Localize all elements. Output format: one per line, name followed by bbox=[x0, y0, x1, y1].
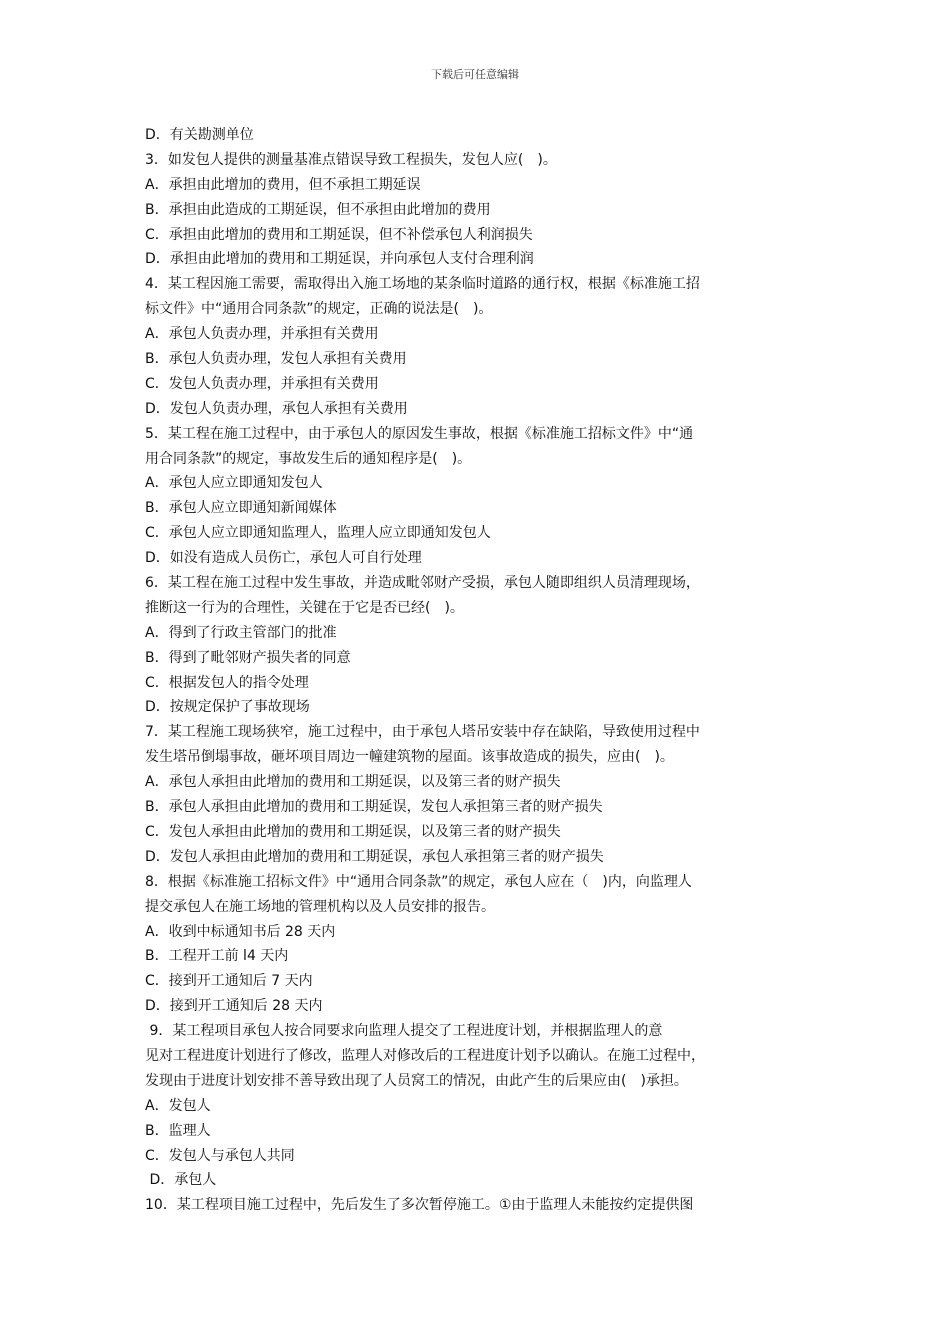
text-line: B．承包人应立即通知新闻媒体 bbox=[145, 500, 337, 517]
text-line: 4．某工程因施工需要，需取得出入施工场地的某条临时道路的通行权，根据《标准施工招 bbox=[145, 276, 700, 293]
text-line: D．有关勘测单位 bbox=[145, 127, 254, 143]
text-line: C．根据发包人的指令处理 bbox=[145, 674, 309, 691]
text-line: 6．某工程在施工过程中发生事故，并造成毗邻财产受损，承包人随即组织人员清理现场， bbox=[145, 575, 700, 592]
text-line: B．承包人承担由此增加的费用和工期延误，发包人承担第三者的财产损失 bbox=[145, 799, 603, 816]
text-line: C．发包人与承包人共同 bbox=[145, 1147, 295, 1164]
text-line: 发现由于进度计划安排不善导致出现了人员窝工的情况，由此产生的后果应由( )承担。 bbox=[145, 1072, 688, 1089]
text-line: 8．根据《标准施工招标文件》中“通用合同条款”的规定，承包人应在（ )内，向监理人 bbox=[145, 873, 692, 890]
text-line: B．承包人负责办理，发包人承担有关费用 bbox=[145, 351, 407, 368]
text-line: B．承担由此造成的工期延误，但不承担由此增加的费用 bbox=[145, 201, 491, 218]
text-line: D．发包人负责办理，承包人承担有关费用 bbox=[145, 400, 408, 417]
text-line: C．承包人应立即通知监理人，监理人应立即通知发包人 bbox=[145, 525, 491, 542]
text-line: D．发包人承担由此增加的费用和工期延误，承包人承担第三者的财产损失 bbox=[145, 848, 604, 865]
text-line: 发生塔吊倒塌事故，砸坏项目周边一幢建筑物的屋面。该事故造成的损失，应由( )。 bbox=[145, 749, 674, 766]
text-line: A．收到中标通知书后 28 天内 bbox=[145, 923, 336, 940]
page-header: 下载后可任意编辑 bbox=[431, 68, 519, 81]
text-line: D．承包人 bbox=[145, 1172, 217, 1189]
text-line: 10．某工程项目施工过程中，先后发生了多次暂停施工。①由于监理人未能按约定提供图 bbox=[145, 1197, 694, 1214]
text-line: 3．如发包人提供的测量基准点错误导致工程损失，发包人应( )。 bbox=[145, 151, 557, 168]
text-line: 用合同条款”的规定，事故发生后的通知程序是( )。 bbox=[145, 450, 472, 467]
text-line: D．承担由此增加的费用和工期延误，并向承包人支付合理利润 bbox=[145, 251, 534, 268]
text-line: B．工程开工前 l4 天内 bbox=[145, 948, 289, 965]
text-line: 7．某工程施工现场狭窄，施工过程中，由于承包人塔吊安装中存在缺陷，导致使用过程中 bbox=[145, 724, 700, 741]
text-line: D．如没有造成人员伤亡，承包人可自行处理 bbox=[145, 550, 422, 567]
text-line: A．承担由此增加的费用，但不承担工期延误 bbox=[145, 176, 421, 193]
text-line: D．接到开工通知后 28 天内 bbox=[145, 998, 323, 1015]
text-line: C．承担由此增加的费用和工期延误，但不补偿承包人利润损失 bbox=[145, 226, 533, 243]
text-line: A．承包人负责办理，并承担有关费用 bbox=[145, 326, 379, 343]
text-line: A．承包人承担由此增加的费用和工期延误，以及第三者的财产损失 bbox=[145, 774, 561, 791]
text-line: A．承包人应立即通知发包人 bbox=[145, 475, 323, 492]
text-line: A．发包人 bbox=[145, 1097, 211, 1114]
text-line: 9．某工程项目承包人按合同要求向监理人提交了工程进度计划，并根据监理人的意 bbox=[145, 1023, 663, 1040]
text-line: 5．某工程在施工过程中，由于承包人的原因发生事故，根据《标准施工招标文件》中“通 bbox=[145, 425, 694, 442]
text-line: 见对工程进度计划进行了修改，监理人对修改后的工程进度计划予以确认。在施工过程中， bbox=[145, 1047, 705, 1064]
text-line: C．发包人承担由此增加的费用和工期延误，以及第三者的财产损失 bbox=[145, 823, 561, 840]
text-line: B．监理人 bbox=[145, 1122, 211, 1139]
text-line: B．得到了毗邻财产损失者的同意 bbox=[145, 649, 351, 666]
text-line: D．按规定保护了事故现场 bbox=[145, 699, 310, 716]
text-line: A．得到了行政主管部门的批准 bbox=[145, 624, 337, 641]
text-line: 提交承包人在施工场地的管理机构以及人员安排的报告。 bbox=[145, 898, 495, 915]
text-line: 标文件》中“通用合同条款”的规定，正确的说法是( )。 bbox=[145, 301, 493, 318]
text-line: C．接到开工通知后 7 天内 bbox=[145, 973, 313, 990]
text-line: C．发包人负责办理，并承担有关费用 bbox=[145, 375, 379, 392]
text-line: 推断这一行为的合理性，关键在于它是否已经( )。 bbox=[145, 599, 464, 616]
document-body bbox=[145, 123, 815, 1218]
